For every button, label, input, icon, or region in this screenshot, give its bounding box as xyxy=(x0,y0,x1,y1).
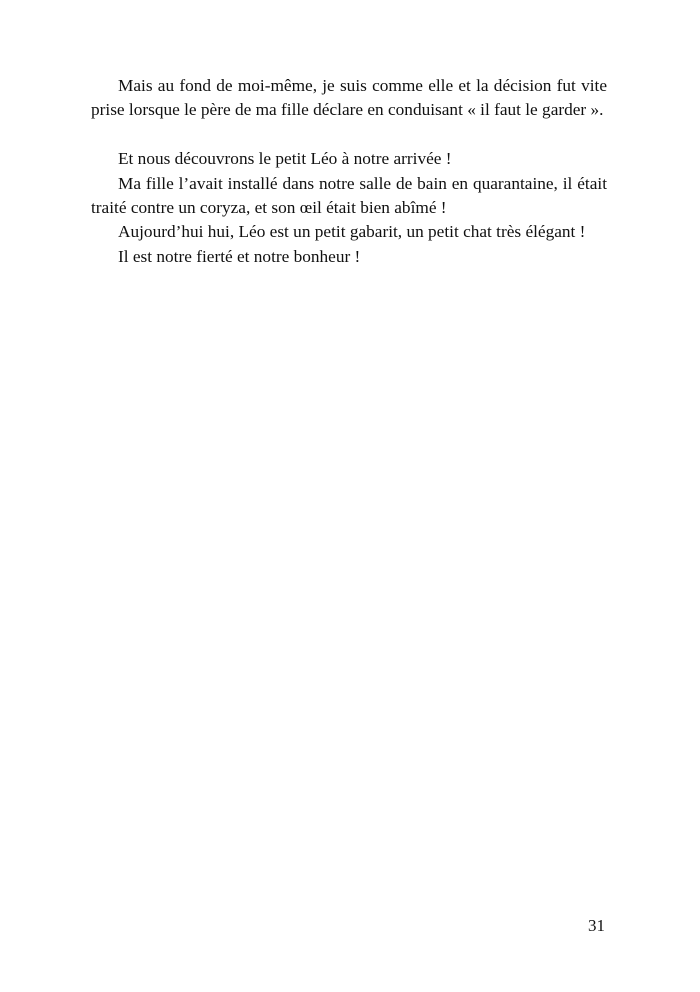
paragraph-quarantine: Ma fille l’avait installé dans notre salle de bain en quarantaine, il était traité contre un coryza, et son œil était bien abîmé ! xyxy=(91,173,607,218)
paragraph-arrival: Et nous découvrons le petit Léo à notre arrivée ! xyxy=(118,149,452,169)
paragraph-pride: Il est notre fierté et notre bonheur ! xyxy=(118,246,361,266)
paragraph-decision: Mais au fond de moi-même, je suis comme elle et la décision fut vite prise lorsque le père de ma fille déclare en conduisant « il faut le garder ». xyxy=(91,76,607,120)
paragraph-today: Aujourd’hui hui, Léo est un petit gabarit, un petit chat très élégant ! xyxy=(118,222,586,242)
body-text xyxy=(91,74,607,269)
page-number: 31 xyxy=(588,916,605,935)
